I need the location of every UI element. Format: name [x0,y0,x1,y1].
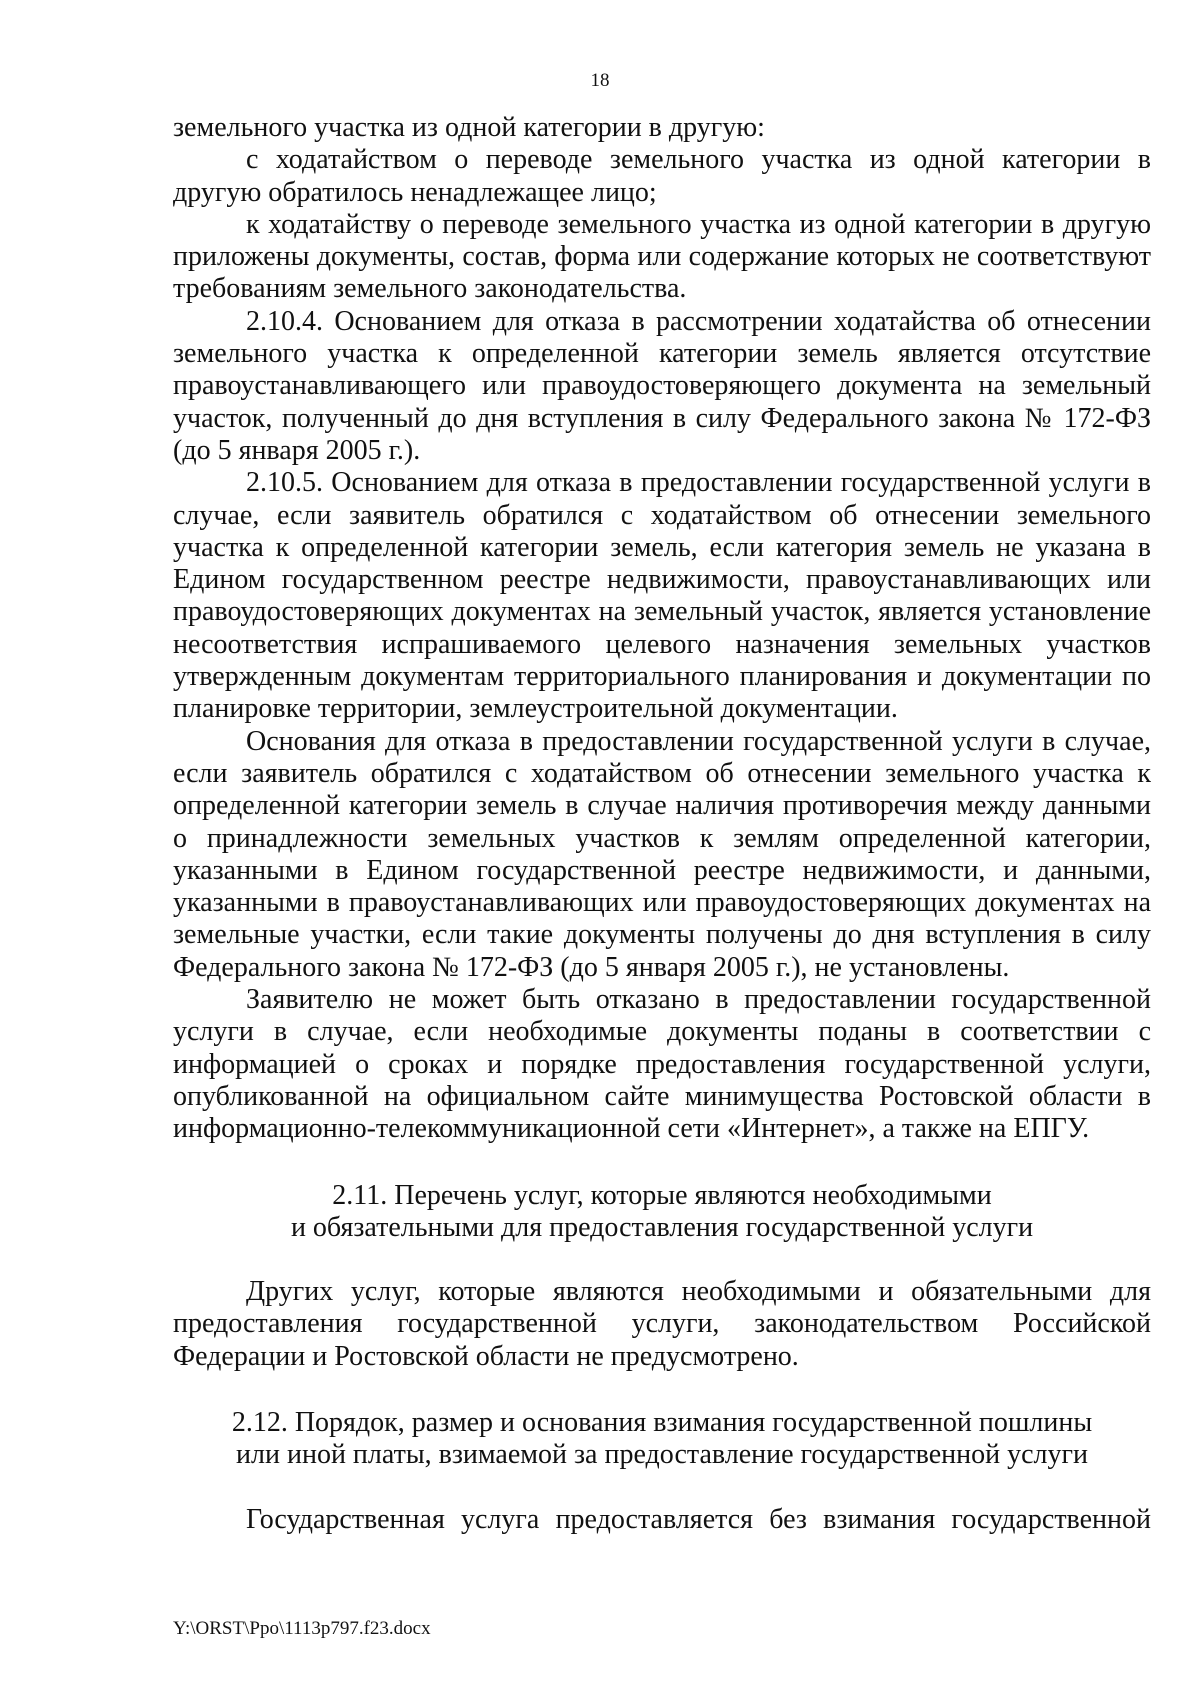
paragraph: 2.10.4. Основанием для отказа в рассмотрении ходатайства об отнесении земельного участка к определенной категории земель является отсутствие правоустанавливающего или правоудостоверяющего документа на земельный участок, полученный до дня вступления в силу Федерального закона № 172-ФЗ (до 5 января 2005 г.). [173,305,1151,466]
document-body [173,112,1151,1536]
section-heading-2-12 [173,1407,1151,1472]
section-heading-2-11 [173,1180,1151,1245]
heading-line: 2.12. Порядок, размер и основания взимания государственной пошлины [231,1406,1093,1438]
page-number: 18 [590,70,610,91]
heading-line: или иной платы, взимаемой за предоставление государственной услуги [236,1439,1088,1471]
heading-line: 2.11. Перечень услуг, которые являются необходимыми [332,1179,992,1211]
footer-file-path: Y:\ORST\Ppo\1113p797.f23.docx [173,1618,431,1639]
paragraph: земельного участка из одной категории в другую: [173,112,765,143]
paragraph: Других услуг, которые являются необходимыми и обязательными для предоставления государственной услуги, законодательством Российской Федерации и Ростовской области не предусмотрено. [173,1276,1151,1372]
paragraph: с ходатайством о переводе земельного участка из одной категории в другую обратилось ненадлежащее лицо; [173,144,1151,208]
paragraph: Заявителю не может быть отказано в предоставлении государственной услуги в случае, если необходимые документы поданы в соответствии с информацией о сроках и порядке предоставления государственной услуги, опубликованной на официальном сайте минимущества Ростовской области в информационно-телекоммуникационной сети «Интернет», а также на ЕПГУ. [173,984,1151,1145]
paragraph: к ходатайству о переводе земельного участка из одной категории в другую приложены документы, состав, форма или содержание которых не соответствуют требованиям земельного законодательства. [173,208,1151,305]
heading-line: и обязательными для предоставления государственной услуги [290,1211,1034,1243]
paragraph: Основания для отказа в предоставлении государственной услуги в случае, если заявитель обратился с ходатайством об отнесении земельного участка к определенной категории земель в случае наличия противоречия между данными о принадлежности земельных участков к землям определенной категории, указанными в Едином государственной реестре недвижимости, и данными, указанными в правоустанавливающих или правоудостоверяющих документах на земельные участки, если такие документы получены до дня вступления в силу Федерального закона № 172-ФЗ (до 5 января 2005 г.), не установлены. [173,725,1151,983]
paragraph: 2.10.5. Основанием для отказа в предоставлении государственной услуги в случае, если заявитель обратился с ходатайством об отнесении земельного участка к определенной категории земель, если категория земель не указана в Едином государственном реестре недвижимости, правоустанавливающих или правоудостоверяющих документах на земельный участок, является установление несоответствия испрашиваемого целевого назначения земельных участков утвержденным документам территориального планирования и документации по планировке территории, землеустроительной документации. [173,467,1151,725]
paragraph: Государственная услуга предоставляется без взимания государственной [246,1503,1151,1535]
